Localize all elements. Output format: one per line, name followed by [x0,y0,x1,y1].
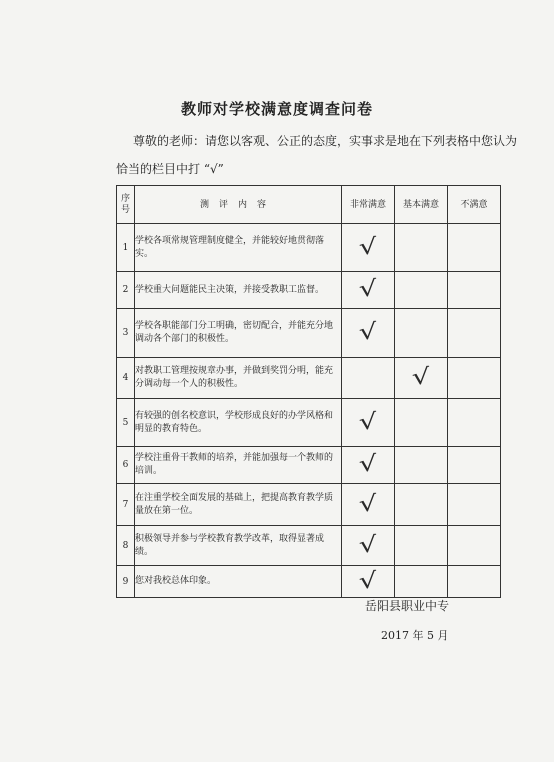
row-item-text: 积极领导并参与学校教育教学改革，取得显著成绩。 [135,526,342,566]
check-mark-icon: √ [357,568,379,594]
rating-cell-not-satisfied[interactable] [448,358,501,399]
rating-cell-basically-satisfied[interactable] [395,358,448,399]
survey-table [116,185,501,598]
rating-cell-basically-satisfied[interactable] [395,447,448,484]
intro-line-2: 恰当的栏目中打 “√” [116,162,224,176]
rating-cell-not-satisfied[interactable] [448,447,501,484]
row-seq: 6 [117,447,135,484]
row-item-text: 学校各项常规管理制度健全，并能较好地贯彻落实。 [135,224,342,272]
rating-cell-basically-satisfied[interactable] [395,309,448,358]
row-item-text: 有较强的创名校意识，学校形成良好的办学风格和明显的教育特色。 [135,399,342,447]
row-item-text: 学校注重骨干教师的培养，并能加强每一个教师的培训。 [135,447,342,484]
table-row [117,484,501,526]
check-mark-icon: √ [357,451,379,478]
rating-cell-not-satisfied[interactable] [448,399,501,447]
table-row [117,566,501,598]
row-seq: 3 [117,309,135,358]
page-title: 教师对学校满意度调查问卷 [180,100,373,118]
row-item-text: 学校各职能部门分工明确，密切配合，并能充分地调动各个部门的积极性。 [135,309,342,358]
table-header-row [117,186,501,224]
table-row [117,447,501,484]
footer-organization: 岳阳县职业中专 [365,599,450,613]
rating-cell-very-satisfied[interactable] [342,526,395,566]
row-seq: 7 [117,484,135,526]
header-basically-satisfied: 基本满意 [395,186,448,224]
row-seq: 4 [117,358,135,399]
rating-cell-very-satisfied[interactable] [342,309,395,358]
header-item: 测评内容 [135,186,342,224]
rating-cell-basically-satisfied[interactable] [395,484,448,526]
check-mark-icon: √ [357,491,379,517]
row-item-text: 您对我校总体印象。 [135,566,342,598]
row-item-text: 学校重大问题能民主决策，并接受教职工监督。 [135,272,342,309]
rating-cell-very-satisfied[interactable] [342,224,395,272]
check-mark-icon: √ [357,532,379,558]
rating-cell-very-satisfied[interactable] [342,447,395,484]
table-row [117,309,501,358]
rating-cell-basically-satisfied[interactable] [395,272,448,309]
rating-cell-very-satisfied[interactable] [342,399,395,447]
header-very-satisfied: 非常满意 [342,186,395,224]
table-row [117,358,501,399]
row-seq: 2 [117,272,135,309]
row-seq: 9 [117,566,135,598]
row-item-text: 对教职工管理按规章办事，并做到奖罚分明，能充分调动每一个人的积极性。 [135,358,342,399]
rating-cell-basically-satisfied[interactable] [395,566,448,598]
table-row [117,399,501,447]
rating-cell-very-satisfied[interactable] [342,566,395,598]
row-seq: 1 [117,224,135,272]
rating-cell-very-satisfied[interactable] [342,484,395,526]
rating-cell-not-satisfied[interactable] [448,566,501,598]
rating-cell-basically-satisfied[interactable] [395,399,448,447]
table-body [117,224,501,598]
rating-cell-basically-satisfied[interactable] [395,224,448,272]
rating-cell-very-satisfied[interactable] [342,358,395,399]
row-seq: 5 [117,399,135,447]
check-mark-icon: √ [357,409,379,435]
rating-cell-not-satisfied[interactable] [448,224,501,272]
table-row [117,224,501,272]
row-item-text: 在注重学校全面发展的基础上，把提高教育教学质量放在第一位。 [135,484,342,526]
rating-cell-not-satisfied[interactable] [448,484,501,526]
rating-cell-very-satisfied[interactable] [342,272,395,309]
check-mark-icon: √ [357,276,379,303]
rating-cell-not-satisfied[interactable] [448,309,501,358]
rating-cell-not-satisfied[interactable] [448,526,501,566]
table-row [117,272,501,309]
check-mark-icon: √ [357,319,379,346]
check-mark-icon: √ [357,234,379,260]
intro-line-1: 尊敬的老师：请您以客观、公正的态度，实事求是地在下列表格中您认为 [133,134,518,148]
check-mark-icon: √ [410,364,432,391]
row-seq: 8 [117,526,135,566]
footer-date: 2017 年 5 月 [381,629,449,642]
table-row [117,526,501,566]
rating-cell-basically-satisfied[interactable] [395,526,448,566]
header-seq: 序号 [117,186,135,224]
header-not-satisfied: 不满意 [448,186,501,224]
rating-cell-not-satisfied[interactable] [448,272,501,309]
